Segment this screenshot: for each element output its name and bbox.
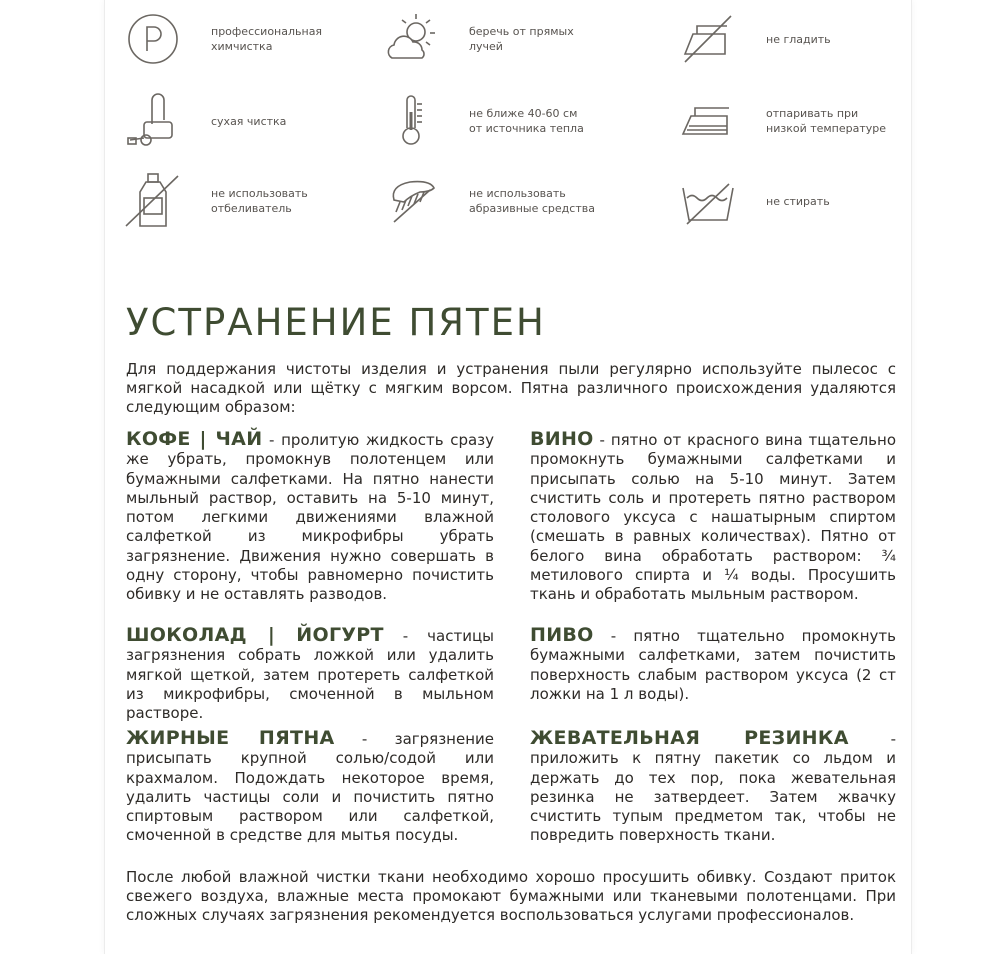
stain-title: ЖЕВАТЕЛЬНАЯ РЕЗИНКА [530, 727, 849, 749]
stain-title: ВИНО [530, 428, 594, 450]
sun-cloud-icon [380, 8, 442, 70]
care-label: не гладить [766, 32, 831, 46]
care-label: не использовать отбеливатель [211, 187, 308, 215]
stain-title: ПИВО [530, 624, 594, 646]
care-item-no-bleach [122, 170, 351, 232]
vacuum-cleaner-icon [122, 90, 184, 152]
care-label: беречь от прямых лучей [469, 25, 574, 53]
thermometer-icon [380, 90, 442, 152]
stain-wine [530, 430, 896, 605]
care-instructions-page [105, 0, 911, 954]
stain-title: ЖИРНЫЕ ПЯТНА [126, 727, 335, 749]
stain-grease [126, 729, 494, 846]
stain-title: ШОКОЛАД | ЙОГУРТ [126, 624, 384, 646]
page-title: УСТРАНЕНИЕ ПЯТЕН [126, 301, 546, 344]
no-bleach-bottle-icon [122, 170, 184, 232]
stain-text: - пятно тщательно промокнуть бумажными салфетками, затем почистить поверхность слабым раствором уксуса (2 ст ложки на 1 л воды). [530, 627, 896, 703]
care-item-professional-dry-clean [122, 8, 351, 70]
professional-dry-clean-p-icon [122, 8, 184, 70]
stain-text: - пятно от красного вина тщательно промокнуть бумажными салфетками и присыпать солью на 5-10 минут. Затем счистить соль и протереть пятно раствором столового уксуса с нашатырным спиртом (смешать в равных количествах). Пятно от белого вина обработать раствором: ¾ метилового спирта и ¼ воды. Просушить ткань и обработать мыльным раствором. [530, 431, 896, 604]
care-label: отпаривать при низкой температуре [766, 107, 887, 135]
stain-text: - пролитую жидкость сразу же убрать, промокнув полотенцем или бумажными салфетками. На пятно нанести мыльный раствор, оставить на 5-10 минут, потом легкими движениями влажной салфеткой из микрофибры убрать загрязнение. Движения нужно совершать в одну сторону, чтобы равномерно почистить обивку и не оставлять разводов. [126, 431, 495, 604]
care-item-heat-distance [380, 90, 609, 152]
stain-chocolate-yogurt [126, 626, 494, 723]
no-wash-tub-icon [677, 170, 739, 232]
care-item-no-abrasive [380, 170, 609, 232]
stain-coffee-tea [126, 430, 494, 605]
no-abrasive-brush-icon [380, 170, 442, 232]
care-label: не ближе 40-60 см от источника тепла [469, 107, 584, 135]
stain-text: - загрязнение присыпать крупной солью/содой или крахмалом. Подождать некоторое время, удалить частицы соли и почистить пятно спиртовым раствором или салфеткой, смоченной в средстве для мытья посуды. [126, 730, 494, 845]
intro-paragraph: Для поддержания чистоты изделия и устранения пыли регулярно используйте пылесос с мягкой насадкой или щётку с мягким ворсом. Пятна различного происхождения удаляются следующим образом: [126, 360, 896, 416]
stain-text: - приложить к пятну пакетик со льдом и держать до тех пор, пока жевательная резинка не затвердеет. Затем жвачку счистить тупым предметом так, чтобы не повредить поверхность ткани. [530, 730, 896, 845]
stain-title: КОФЕ | ЧАЙ [126, 428, 263, 450]
care-symbols-grid [105, 0, 911, 250]
stain-chewing-gum [530, 729, 896, 846]
stain-beer [530, 626, 896, 704]
outro-paragraph: После любой влажной чистки ткани необходимо хорошо просушить обивку. Создают приток свежего воздуха, влажные места промокают бумажными или тканевыми полотенцами. При сложных случаях загрязнения рекомендуется воспользоваться услугами профессионалов. [126, 868, 896, 924]
stain-text: - частицы загрязнения собрать ложкой или удалить мягкой щеткой, затем протереть салфеткой из микрофибры, смоченной в мыльном растворе. [126, 627, 494, 723]
care-label: не использовать абразивные средства [469, 187, 595, 215]
care-label: профессиональная химчистка [211, 25, 323, 53]
care-label: не стирать [766, 194, 830, 208]
steam-iron-icon [677, 90, 739, 152]
care-item-dry-clean [122, 90, 351, 152]
care-label: сухая чистка [211, 114, 287, 128]
care-item-no-iron [677, 8, 906, 70]
care-item-sun [380, 8, 609, 70]
care-item-steam [677, 90, 906, 152]
no-iron-icon [677, 8, 739, 70]
care-item-no-wash [677, 170, 906, 232]
